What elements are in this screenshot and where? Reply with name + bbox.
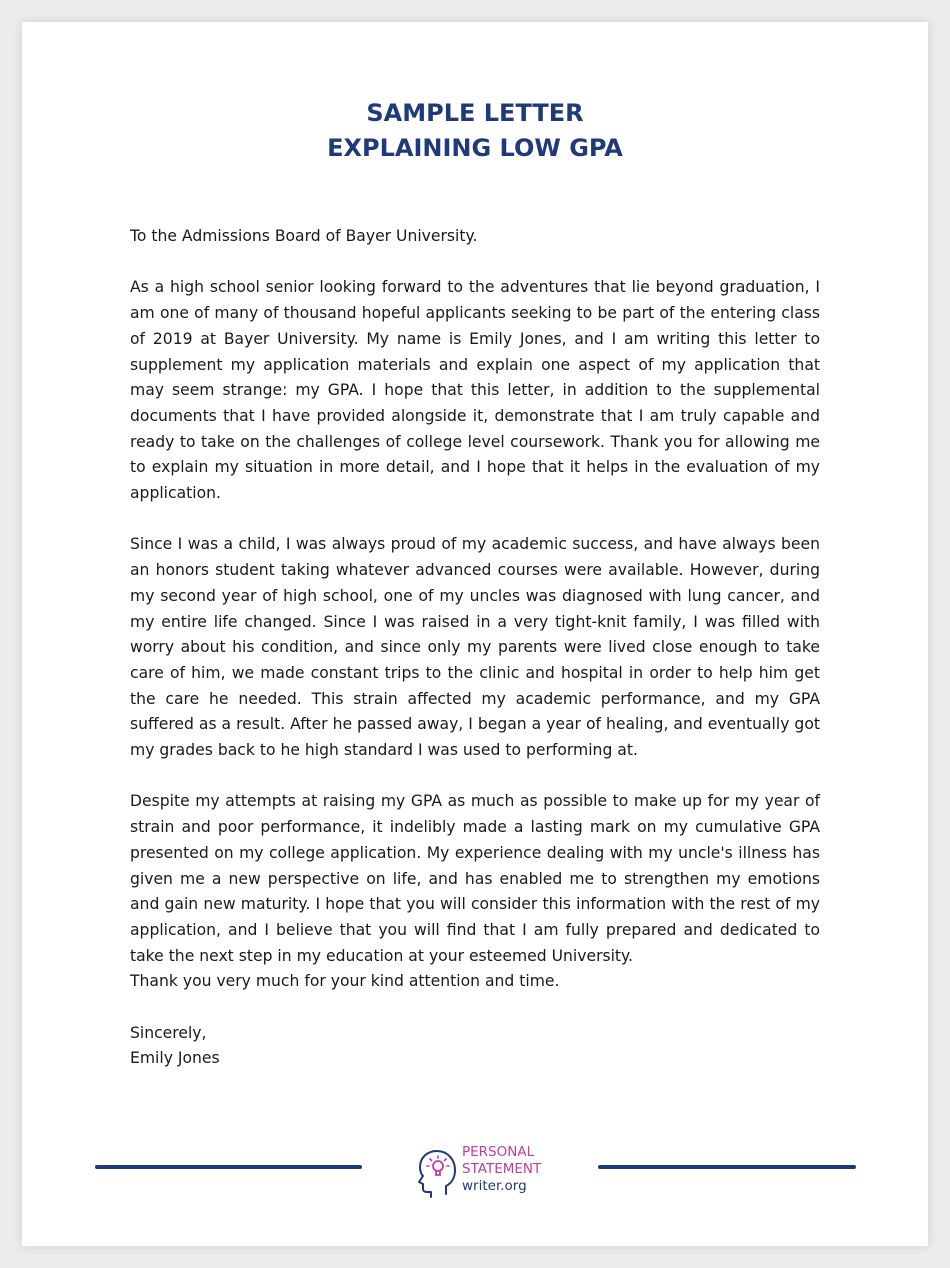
paragraph-3: Despite my attempts at raising my GPA as much as possible to make up for my year of strain and poor performance, it indelibly made a lasting mark on my cumulative GPA presented on my college application. My experience dealing with my uncle's illness has given me a new perspective on life, and has enabled me to strengthen my emotions and gain new maturity. I hope that you will consider this information with the rest of my application, and I believe that you will find that I am fully prepared and dedicated to take the next step in my education at your esteemed University. bbox=[130, 792, 820, 965]
title-line-2: EXPLAINING LOW GPA bbox=[327, 134, 623, 162]
closing: Sincerely, bbox=[130, 1023, 207, 1042]
salutation: To the Admissions Board of Bayer University. bbox=[130, 227, 478, 245]
footer-divider-right bbox=[598, 1165, 856, 1169]
page-title bbox=[22, 96, 928, 166]
letter-body bbox=[130, 224, 820, 1072]
head-lightbulb-icon bbox=[416, 1144, 458, 1198]
title-line-1: SAMPLE LETTER bbox=[366, 99, 584, 127]
logo-line-3: writer.org bbox=[462, 1178, 527, 1194]
paragraph-2: Since I was a child, I was always proud of my academic success, and have always been an honors student taking whatever advanced courses were available. However, during my second year of high school, one of my uncles was diagnosed with lung cancer, and my entire life changed. Since I was raised in a very tight-knit family, I was filled with worry about his condition, and since only my parents were lived close enough to take care of him, we made constant trips to the clinic and hospital in order to help him get the care he needed. This strain affected my academic performance, and my GPA suffered as a result. After he passed away, I began a year of healing, and eventually got my grades back to he high standard I was used to performing at. bbox=[130, 535, 820, 760]
letter-page bbox=[22, 22, 928, 1246]
logo-line-1: PERSONAL bbox=[462, 1144, 535, 1160]
brand-logo bbox=[416, 1142, 556, 1202]
logo-text bbox=[462, 1144, 541, 1195]
paragraph-1: As a high school senior looking forward to the adventures that lie beyond graduation, I am one of many of thousand hopeful applicants seeking to be part of the entering class of 2019 at Bayer University. My name is Emily Jones, and I am writing this letter to supplement my application materials and explain one aspect of my application that may seem strange: my GPA. I hope that this letter, in addition to the supplemental documents that I have provided alongside it, demonstrate that I am truly capable and ready to take on the challenges of college level coursework. Thank you for allowing me to explain my situation in more detail, and I hope that it helps in the evaluation of my application. bbox=[130, 278, 820, 503]
footer-divider-left bbox=[95, 1165, 362, 1169]
logo-line-2: STATEMENT bbox=[462, 1161, 542, 1177]
thanks-line: Thank you very much for your kind attention and time. bbox=[130, 972, 560, 991]
signature: Emily Jones bbox=[130, 1049, 220, 1068]
